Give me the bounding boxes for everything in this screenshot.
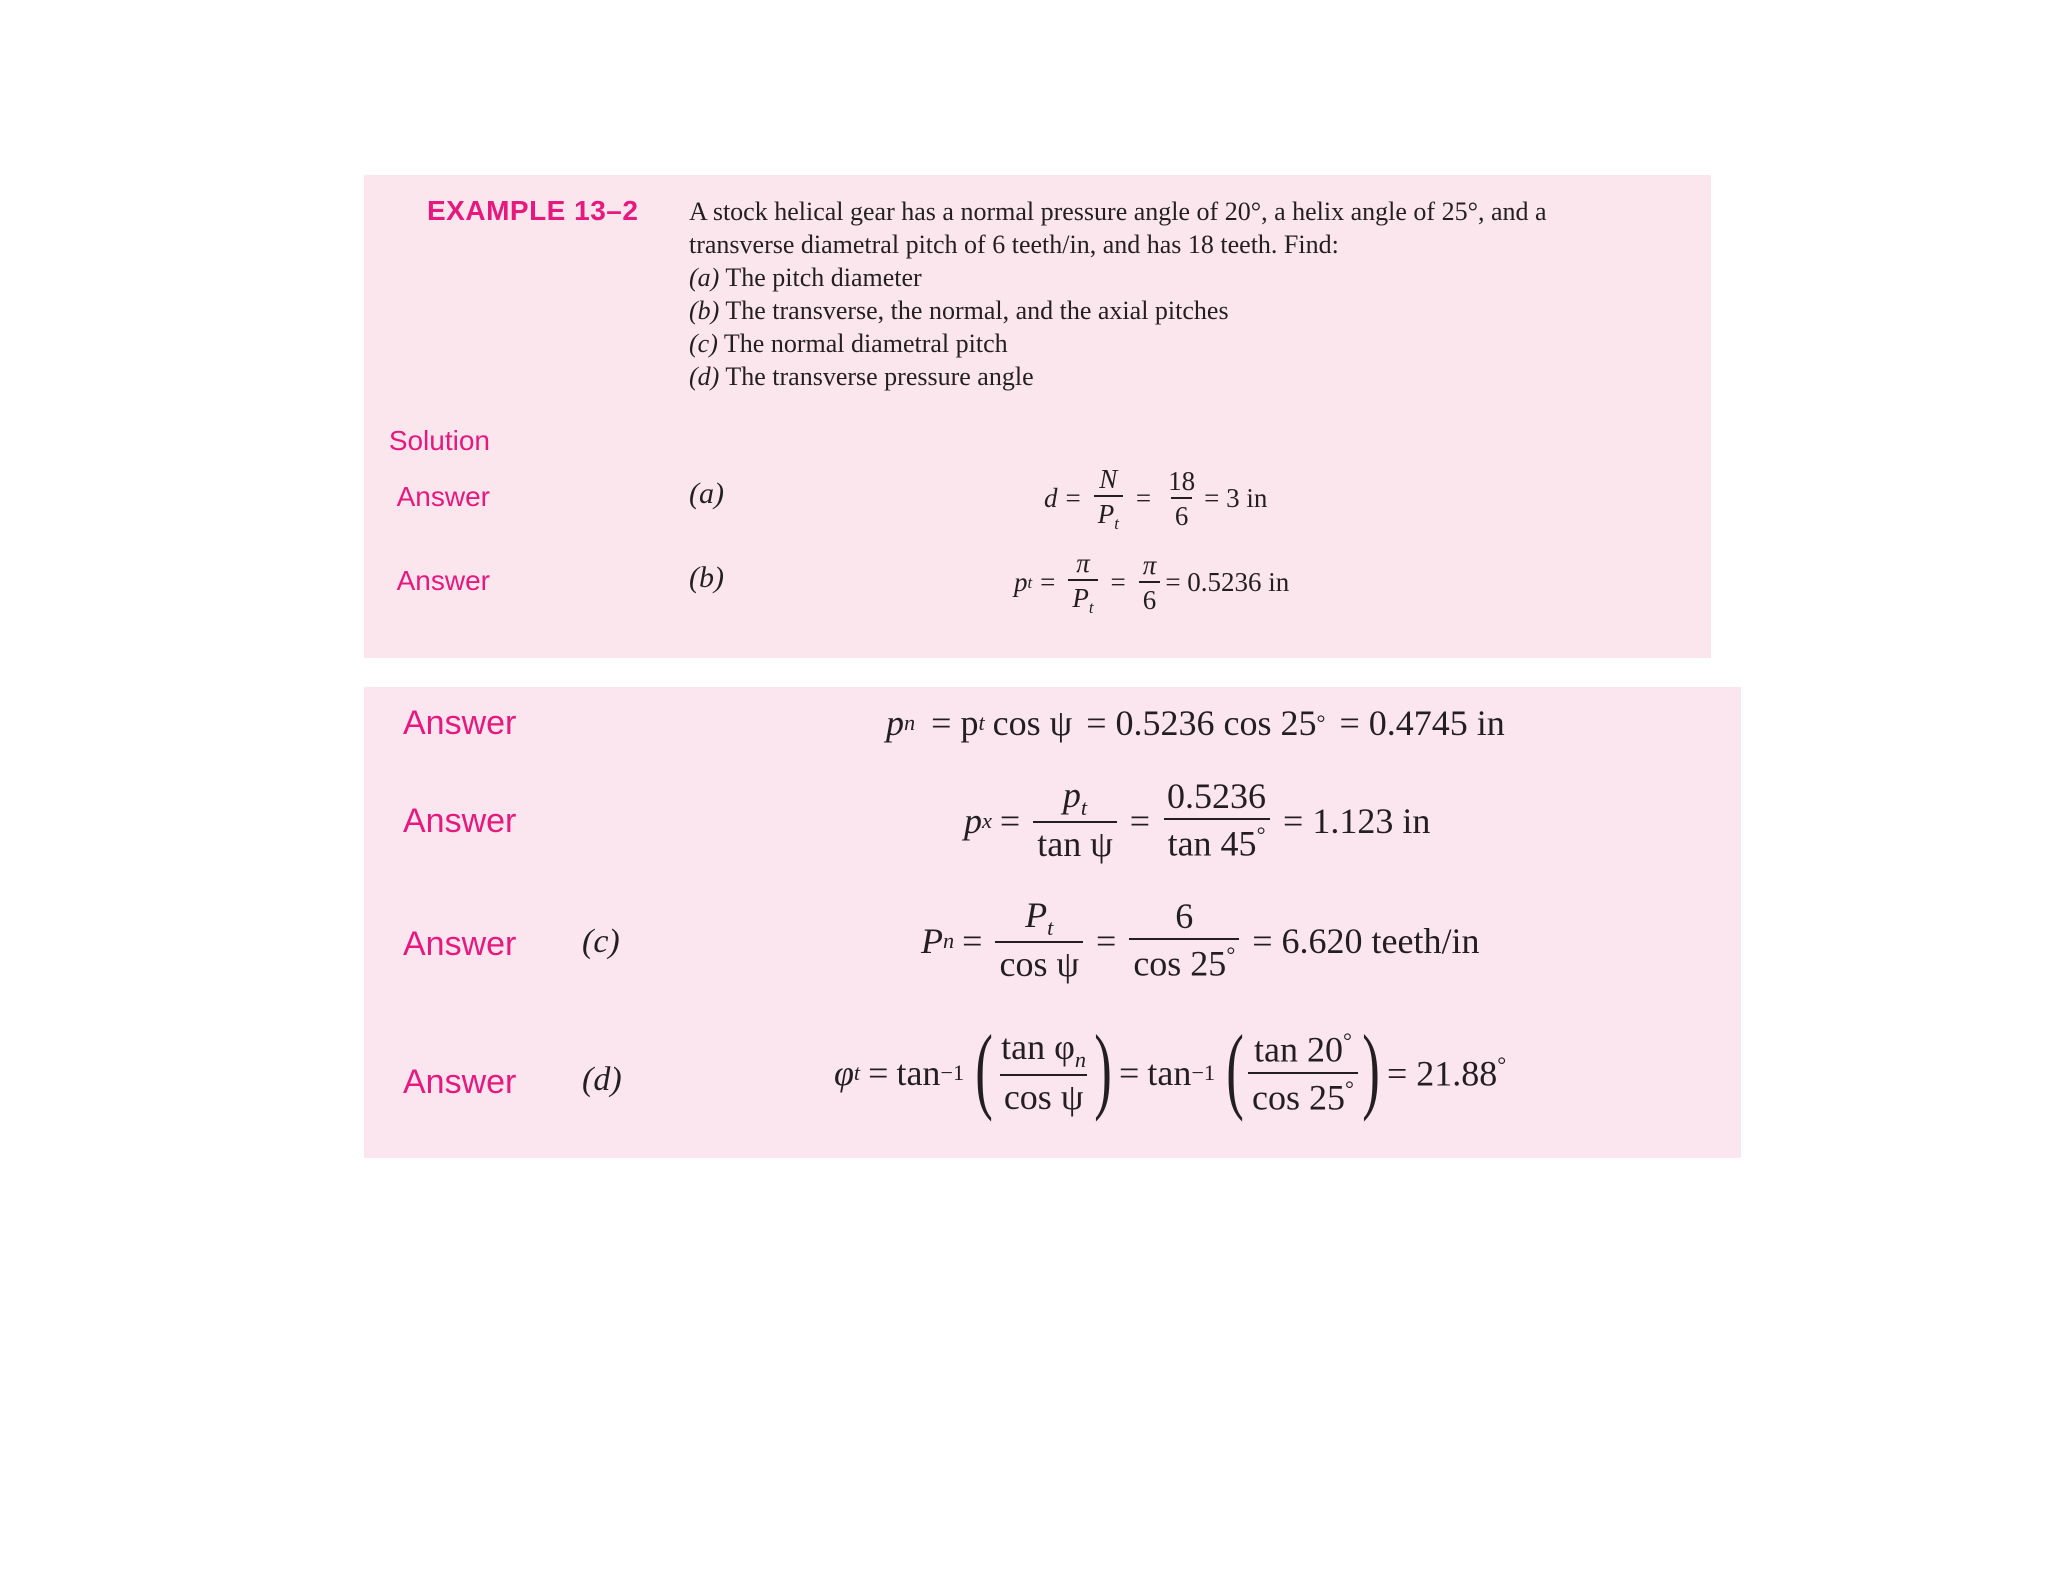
numerator: 6 xyxy=(1175,896,1194,937)
subscript: t xyxy=(1114,514,1119,534)
fraction xyxy=(1094,465,1123,533)
eq-symbol: p xyxy=(1014,567,1028,598)
numerator: p xyxy=(1062,775,1081,815)
eq-result: = 1.123 in xyxy=(1283,800,1431,841)
eq-symbol: p xyxy=(886,703,904,743)
item-text: The pitch diameter xyxy=(725,263,922,292)
item-letter: (c) xyxy=(689,329,718,358)
degree-symbol: ° xyxy=(1343,1028,1352,1054)
denominator: cos ψ xyxy=(995,941,1083,984)
item-letter: (b) xyxy=(689,296,720,325)
subscript: t xyxy=(1047,914,1054,940)
eq-symbol: φ xyxy=(834,1053,854,1093)
problem-item-c xyxy=(689,327,1547,360)
denominator: P xyxy=(1097,499,1115,530)
fraction xyxy=(1164,467,1199,531)
denominator: 6 xyxy=(1139,581,1161,614)
degree-symbol: ° xyxy=(1226,941,1236,967)
item-text: The transverse pressure angle xyxy=(725,362,1034,391)
subscript: n xyxy=(904,710,916,735)
equation-axial-pitch: p x = $\frac{p_t}{\text{tan ψ}}$ = $\frac{0.5236}{\tan 45^\circ}$ = 1.123 in xyxy=(964,775,1431,865)
item-letter: (d) xyxy=(689,362,720,391)
denominator: cos 25 xyxy=(1133,943,1227,984)
subscript: t xyxy=(853,1060,861,1085)
eq-result: = 0.4745 in xyxy=(1339,703,1505,743)
numerator: π xyxy=(1142,550,1157,581)
answer-panel xyxy=(364,687,1741,1158)
fraction xyxy=(995,897,1083,984)
solution-label: Solution xyxy=(388,425,490,456)
subscript: t xyxy=(978,710,985,735)
denominator: P xyxy=(1072,583,1089,614)
equation-normal-diametral-pitch: P n = $\frac{P_t}{\text{cos ψ}}$ = $\frac{6}{\cos 25^\circ}$ = 6.620 teeth/in xyxy=(921,895,1480,985)
answer-label: Answer xyxy=(403,925,517,963)
eq-result: = 6.620 teeth/in xyxy=(1252,920,1480,961)
part-label-b: (b) xyxy=(689,561,724,594)
denominator: cos ψ xyxy=(1000,1074,1088,1117)
denominator: tan 45 xyxy=(1167,823,1257,864)
eq-symbol: d xyxy=(1044,483,1058,514)
numerator: N xyxy=(1099,464,1118,494)
eq-term: cos ψ xyxy=(992,703,1073,743)
subscript: x xyxy=(982,807,992,833)
subscript: t xyxy=(1080,794,1088,820)
eq-symbol: p xyxy=(964,800,982,841)
item-text: The normal diametral pitch xyxy=(723,329,1008,358)
denominator: cos 25 xyxy=(1252,1076,1346,1117)
fraction xyxy=(1068,549,1097,617)
item-text: The transverse, the normal, and the axial pitches xyxy=(725,296,1229,325)
eq-symbol: P xyxy=(921,920,943,961)
function-name: tan xyxy=(896,1053,941,1093)
example-label: EXAMPLE 13–2 xyxy=(427,195,639,226)
problem-item-b xyxy=(689,294,1547,327)
problem-statement xyxy=(689,195,1547,393)
part-label-d: (d) xyxy=(582,1061,622,1098)
degree-symbol: ° xyxy=(1256,821,1266,847)
function-name: tan xyxy=(1147,1053,1192,1093)
problem-item-a xyxy=(689,261,1547,294)
fraction xyxy=(1248,1029,1358,1116)
fraction xyxy=(1163,778,1270,863)
denominator: tan ψ xyxy=(1033,821,1117,864)
problem-line: A stock helical gear has a normal pressure angle of 20°, a helix angle of 25°, and a xyxy=(689,197,1547,226)
answer-label: Answer xyxy=(403,802,517,840)
fraction xyxy=(997,1029,1090,1116)
item-letter: (a) xyxy=(689,263,720,292)
subscript: t xyxy=(1027,572,1033,592)
fraction xyxy=(1139,551,1161,615)
part-label-a: (a) xyxy=(689,477,724,510)
left-paren: ( xyxy=(1226,1015,1244,1122)
answer-label: Answer xyxy=(403,1063,517,1101)
part-label-c: (c) xyxy=(582,923,620,960)
fraction xyxy=(1129,898,1239,983)
numerator: 18 xyxy=(1168,466,1196,497)
equation-pitch-diameter: d = $\frac{N}{P_t}$ = $\frac{18}{6}$ = 3 in xyxy=(1044,464,1268,534)
denominator: 6 xyxy=(1171,497,1193,530)
answer-label: Answer xyxy=(396,565,490,596)
answer-label: Answer xyxy=(403,704,517,742)
equation-transverse-pitch: p t = $\frac{\pi}{P_t}$ = $\frac{\pi}{6}$ = 0.5236 in xyxy=(1014,548,1290,618)
subscript: n xyxy=(943,927,955,953)
eq-term: = 0.5236 cos 25 xyxy=(1086,703,1317,743)
exponent: −1 xyxy=(940,1060,965,1085)
problem-line: transverse diametral pitch of 6 teeth/in, and has 18 teeth. Find: xyxy=(689,230,1339,259)
answer-label: Answer xyxy=(396,481,490,512)
numerator: tan 20 xyxy=(1254,1029,1344,1070)
degree-symbol: ° xyxy=(1345,1075,1354,1101)
eq-term: = p xyxy=(931,703,979,743)
numerator: tan φ xyxy=(1001,1027,1075,1068)
eq-result: = 3 in xyxy=(1204,483,1268,514)
eq-result: = 0.5236 in xyxy=(1165,567,1290,598)
example-panel xyxy=(364,175,1711,658)
left-paren: ( xyxy=(975,1015,993,1122)
degree-symbol: ° xyxy=(1316,710,1326,735)
subscript: t xyxy=(1088,598,1094,618)
numerator: π xyxy=(1076,548,1090,578)
right-paren: ) xyxy=(1094,1015,1112,1122)
right-paren: ) xyxy=(1362,1015,1380,1122)
problem-item-d xyxy=(689,360,1547,393)
numerator: P xyxy=(1025,895,1048,935)
degree-symbol: ° xyxy=(1497,1051,1507,1077)
exponent: −1 xyxy=(1191,1060,1216,1085)
eq-result: = 21.88 xyxy=(1386,1053,1498,1094)
equation-normal-pitch xyxy=(886,702,1505,744)
subscript: n xyxy=(1074,1047,1087,1073)
fraction xyxy=(1033,777,1117,864)
equation-transverse-pressure-angle: φ t = tan −1 ( $\frac{\tan \varphi_n}{\text{cos ψ}}$ ) = tan −1 ( $\frac{\tan 20^\circ}{\cos 25^\circ}$ ) = 21.88° xyxy=(834,1015,1507,1122)
numerator: 0.5236 xyxy=(1167,776,1267,817)
